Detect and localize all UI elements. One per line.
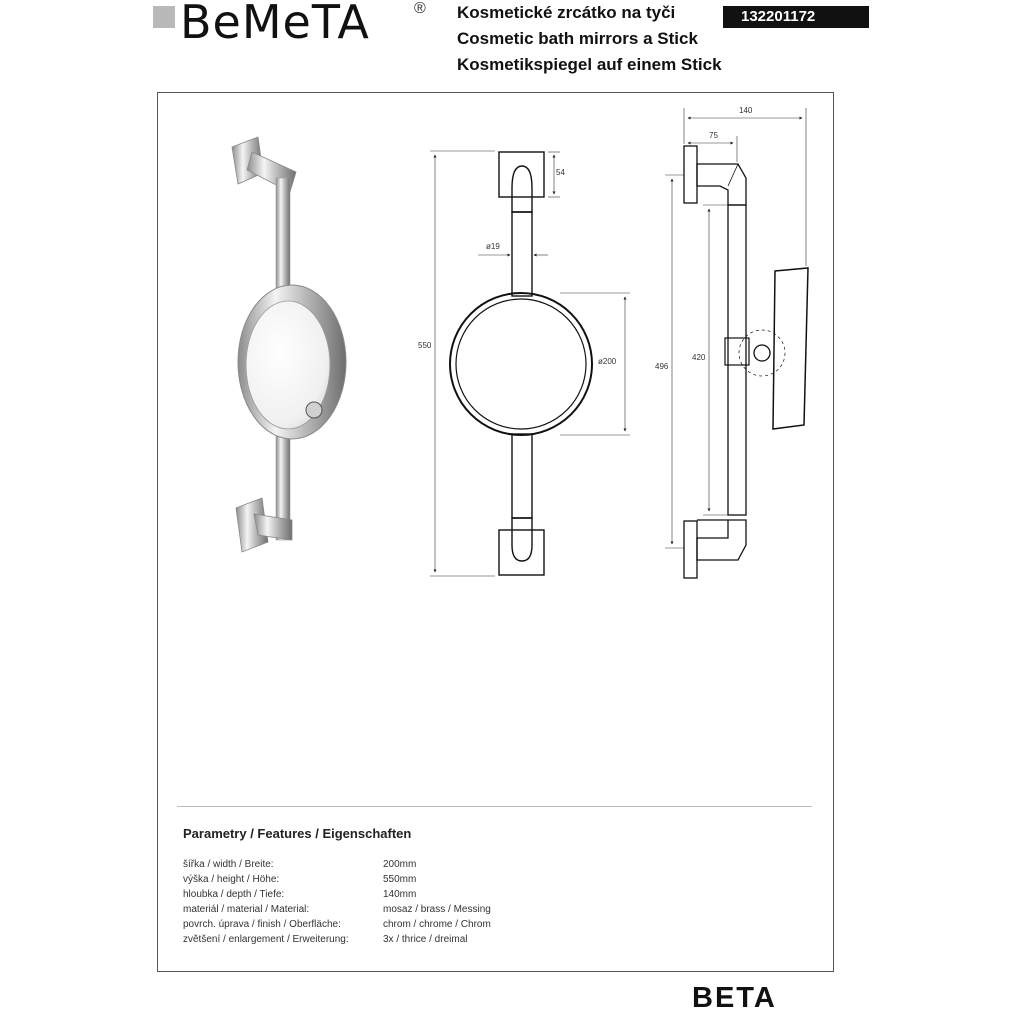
product-code-badge: 132201172 — [723, 6, 869, 28]
dim-front-bracket: 54 — [556, 168, 565, 177]
dim-side-rod: 420 — [692, 353, 706, 362]
feature-value: mosaz / brass / Messing — [383, 904, 491, 915]
feature-row-finish — [183, 917, 623, 932]
feature-row-depth — [183, 887, 623, 902]
feature-row-width — [183, 857, 623, 872]
feature-value: 550mm — [383, 874, 417, 885]
feature-label: hloubka / depth / Tiefe: — [183, 889, 285, 900]
feature-value: chrom / chrome / Chrom — [383, 919, 491, 930]
side-dimensions — [665, 108, 806, 548]
feature-row-height — [183, 872, 623, 887]
feature-label: zvětšení / enlargement / Erweiterung: — [183, 934, 349, 945]
dim-front-height: 550 — [418, 341, 432, 350]
feature-row-enlargement — [183, 932, 623, 947]
feature-label: povrch. úprava / finish / Oberfläche: — [183, 919, 341, 930]
feature-value: 200mm — [383, 859, 417, 870]
features-title: Parametry / Features / Eigenschaften — [183, 826, 412, 841]
dim-side-depth-total: 140 — [739, 106, 753, 115]
feature-label: materiál / material / Material: — [183, 904, 310, 915]
front-view — [450, 152, 592, 575]
dim-side-height: 496 — [655, 362, 669, 371]
features-divider — [177, 806, 812, 807]
registered-mark: ® — [414, 0, 426, 17]
product-title-de: Kosmetikspiegel auf einem Stick — [457, 55, 722, 74]
feature-label: šířka / width / Breite: — [183, 859, 274, 870]
feature-label: výška / height / Höhe: — [183, 874, 280, 885]
dim-front-mirror: ø200 — [598, 357, 617, 366]
features-list — [183, 857, 623, 947]
dim-front-rod: ø19 — [486, 242, 500, 251]
dim-side-depth-bracket: 75 — [709, 131, 718, 140]
feature-row-material — [183, 902, 623, 917]
product-title-en: Cosmetic bath mirrors a Stick — [457, 29, 698, 48]
brand-logo: BeMeTA — [180, 0, 370, 49]
feature-value: 3x / thrice / dreimal — [383, 934, 468, 945]
series-name: BETA — [692, 982, 777, 1014]
product-title-cs: Kosmetické zrcátko na tyči — [457, 3, 676, 22]
feature-value: 140mm — [383, 889, 417, 900]
side-view — [684, 146, 808, 578]
product-photo — [232, 137, 346, 552]
